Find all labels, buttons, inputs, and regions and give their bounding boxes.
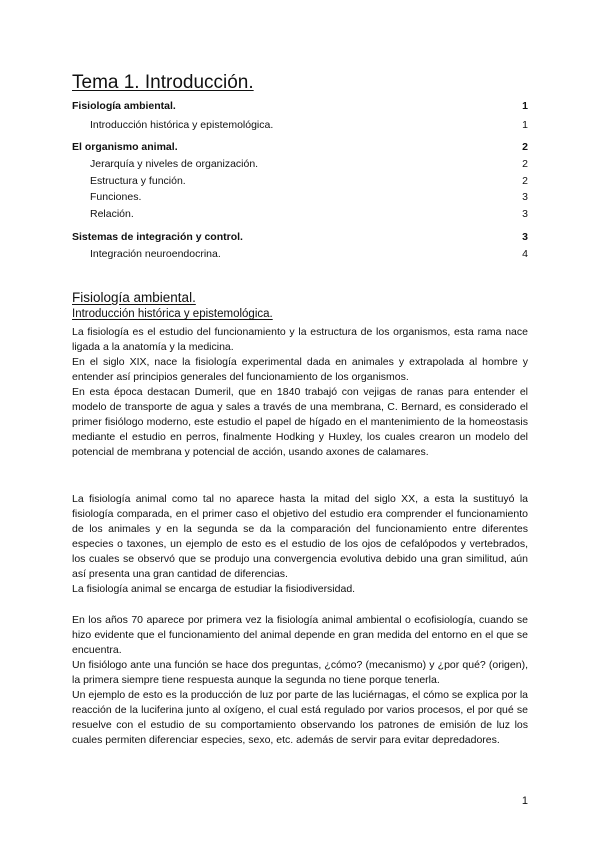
page-number: 1 (521, 795, 528, 807)
paragraph: Un fisiólogo ante una función se hace dos preguntas, ¿cómo? (mecanismo) y ¿por qué? (origen), la primera siempre tiene respuesta aunque la segunda no tiene porque tenerla. (72, 659, 528, 686)
document-title: Tema 1. Introducción. (72, 72, 254, 93)
toc-page: 4 (522, 248, 528, 260)
toc-label: Fisiología ambiental. (72, 100, 176, 112)
toc-page: 2 (522, 158, 528, 170)
paragraph: En los años 70 aparece por primera vez la fisiología animal ambiental o ecofisiología, cuando se hizo evidente que el funcionamiento del animal depende en gran medida del entorno en el que se encuentra. (72, 614, 528, 656)
toc-page: 3 (522, 208, 528, 220)
paragraph: La fisiología animal como tal no aparece hasta la mitad del siglo XX, a esta la sustituyó la fisiología comparada, en el primer caso el objetivo del estudio era comprender el funcionamiento de los animales y en la segunda se da la comparación del funcionamiento entre diferentes especies o taxones, un ejemplo de esto es el estudio de los ojos de cefalópodos y vertebrados, los cuales se observó que se produjo una convergencia evolutiva debido una gran similitud, aún así presenta una gran cantidad de diferencias. (72, 493, 528, 580)
toc-label: Jerarquía y niveles de organización. (90, 158, 259, 170)
toc-page: 1 (522, 119, 528, 131)
toc-page: 3 (522, 231, 528, 243)
toc-page: 2 (522, 175, 528, 187)
toc-label: Relación. (90, 208, 134, 220)
section-heading: Fisiología ambiental. (72, 290, 196, 305)
paragraph: Un ejemplo de esto es la producción de luz por parte de las luciérnagas, el cómo se explica por la reacción de la luciferina junto al oxígeno, el cual está regulado por varios procesos, el por qué se resuelve con el estudio de su comportamiento observando los patrones de emisión de luz los cuales permiten diferenciar especies, sexo, etc. además de servir para evitar depredadores. (72, 689, 528, 746)
toc-entry[interactable] (72, 119, 528, 133)
toc-entry[interactable] (72, 191, 528, 205)
toc-label: El organismo animal. (72, 141, 178, 153)
paragraph-block (72, 492, 528, 597)
toc-page: 2 (522, 141, 528, 153)
subsection-heading: Introducción histórica y epistemológica. (72, 308, 273, 320)
toc-label: Integración neuroendocrina. (90, 248, 221, 260)
paragraph: En el siglo XIX, nace la fisiología experimental dada en animales y extrapolada al hombre y entender así principios generales del funcionamiento de los organismos. (72, 356, 528, 383)
toc-label: Estructura y función. (90, 175, 186, 187)
paragraph: La fisiología animal se encarga de estudiar la fisiodiversidad. (72, 583, 356, 595)
paragraph: En esta época destacan Dumeril, que en 1840 trabajó con vejigas de ranas para entender el modelo de transporte de agua y sales a través de una membrana, C. Bernard, es considerado el primer fisiólogo moderno, este estudio el papel de hígado en el mantenimiento de la homeostasis mediante el estudio en perros, finalmente Hodking y Huxley, los cuales crearon un modelo del potencial de membrana y potencial de acción, usando axones de calamares. (72, 386, 528, 458)
paragraph: La fisiología es el estudio del funcionamiento y la estructura de los organismos, esta rama nace ligada a la anatomía y la medicina. (72, 326, 528, 353)
toc-label: Introducción histórica y epistemológica. (90, 119, 274, 131)
paragraph-block (72, 613, 528, 748)
toc-entry[interactable] (72, 208, 528, 222)
toc-page: 3 (522, 191, 528, 203)
toc-entry[interactable] (72, 141, 528, 155)
toc-label: Funciones. (90, 191, 142, 203)
toc-label: Sistemas de integración y control. (72, 231, 243, 243)
toc-entry[interactable] (72, 231, 528, 245)
paragraph-block (72, 325, 528, 460)
toc-entry[interactable] (72, 248, 528, 262)
toc-entry[interactable] (72, 158, 528, 172)
toc-entry[interactable] (72, 175, 528, 189)
toc-page: 1 (522, 100, 528, 112)
toc-entry[interactable] (72, 100, 528, 114)
